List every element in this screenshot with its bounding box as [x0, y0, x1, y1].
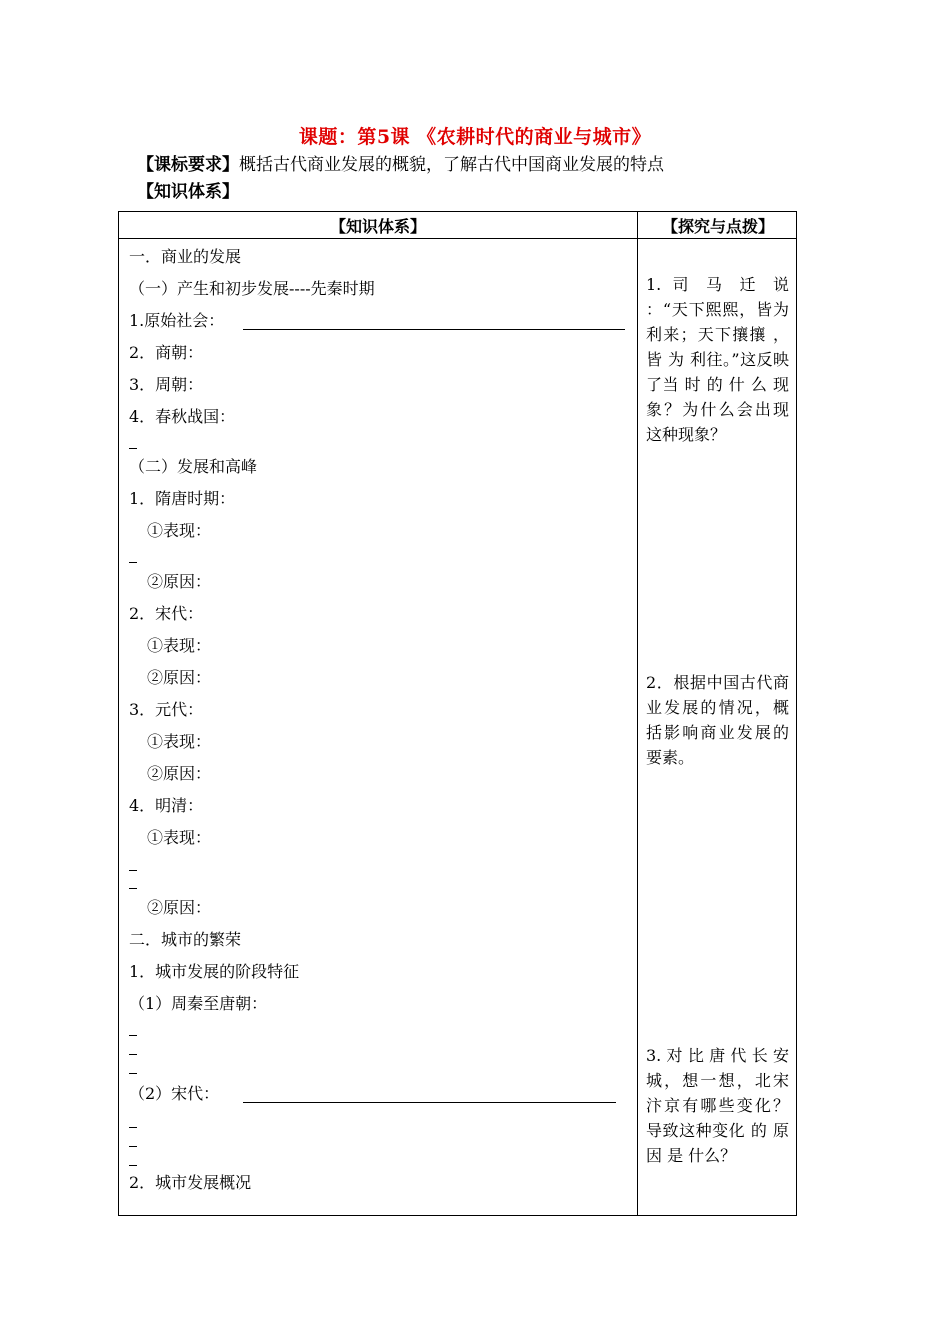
blank-dash — [129, 1165, 137, 1166]
inquiry-question-2: 2．根据中国古代商业发展的情况，概括影响商业发展的要素。 — [646, 673, 789, 767]
outline-line: 2．宋代： — [129, 604, 204, 623]
lesson-title: 课题：第5课 《农耕时代的商业与城市》 — [298, 126, 652, 148]
outline-line: （一）产生和初步发展----先秦时期 — [129, 279, 375, 298]
requirement-label: 【课标要求】 — [137, 155, 239, 175]
outline-line: （1）周秦至唐朝： — [129, 994, 268, 1013]
outline-line: 二．城市的繁荣 — [129, 930, 242, 949]
blank-dash — [129, 1073, 137, 1074]
outline-line: ②原因： — [147, 572, 212, 591]
inquiry-column-header: 【探究与点拨】 — [661, 217, 774, 236]
outline-line: 3．元代： — [129, 700, 204, 719]
outline-line: ①表现： — [147, 732, 212, 751]
outline-line: 4．明清： — [129, 796, 204, 815]
header-divider — [119, 238, 796, 239]
outline-line: 1.原始社会： — [129, 311, 225, 330]
answer-blank-line[interactable] — [243, 329, 625, 330]
outline-line: （2）宋代： — [129, 1084, 220, 1103]
blank-dash — [129, 448, 137, 449]
outline-line: ②原因： — [147, 668, 212, 687]
blank-dash — [129, 1035, 137, 1036]
blank-dash — [129, 1146, 137, 1147]
outline-line: ②原因： — [147, 898, 212, 917]
outline-line: 3．周朝： — [129, 375, 204, 394]
blank-dash — [129, 1054, 137, 1055]
outline-line: 2．城市发展概况 — [129, 1173, 252, 1192]
inquiry-question-1: 1. 司 马 迁 说 ：“天下熙熙，皆为利来；天下攘攘 ， 皆 为 利往。”这反映了当 时 的 什 么 现象？为什么会出现这种现象？ — [646, 275, 789, 444]
outline-line: ①表现： — [147, 828, 212, 847]
column-divider — [637, 212, 638, 1215]
blank-dash — [129, 870, 137, 871]
curriculum-requirement — [137, 150, 664, 175]
blank-dash — [129, 888, 137, 889]
outline-line: 一．商业的发展 — [129, 247, 242, 266]
knowledge-system-heading: 【知识体系】 — [137, 182, 239, 202]
requirement-text: 概括古代商业发展的概貌，了解古代中国商业发展的特点 — [239, 155, 664, 175]
outline-line: （二）发展和高峰 — [129, 457, 258, 476]
answer-blank-line[interactable] — [243, 1102, 616, 1103]
blank-dash — [129, 1127, 137, 1128]
study-table — [118, 211, 797, 1216]
outline-line: ①表现： — [147, 636, 212, 655]
inquiry-question-3: 3.对比唐代长安城，想一想，北宋汴京有哪些变化？导致这种变化 的 原 因 是 什么？ — [646, 1046, 789, 1165]
outline-line: 2．商朝： — [129, 343, 204, 362]
outline-line: ①表现： — [147, 521, 212, 540]
blank-dash — [129, 562, 137, 563]
knowledge-column-header: 【知识体系】 — [329, 217, 426, 236]
outline-line: ②原因： — [147, 764, 212, 783]
outline-line: 1．隋唐时期： — [129, 489, 236, 508]
outline-line: 4．春秋战国： — [129, 407, 236, 426]
outline-line: 1．城市发展的阶段特征 — [129, 962, 300, 981]
